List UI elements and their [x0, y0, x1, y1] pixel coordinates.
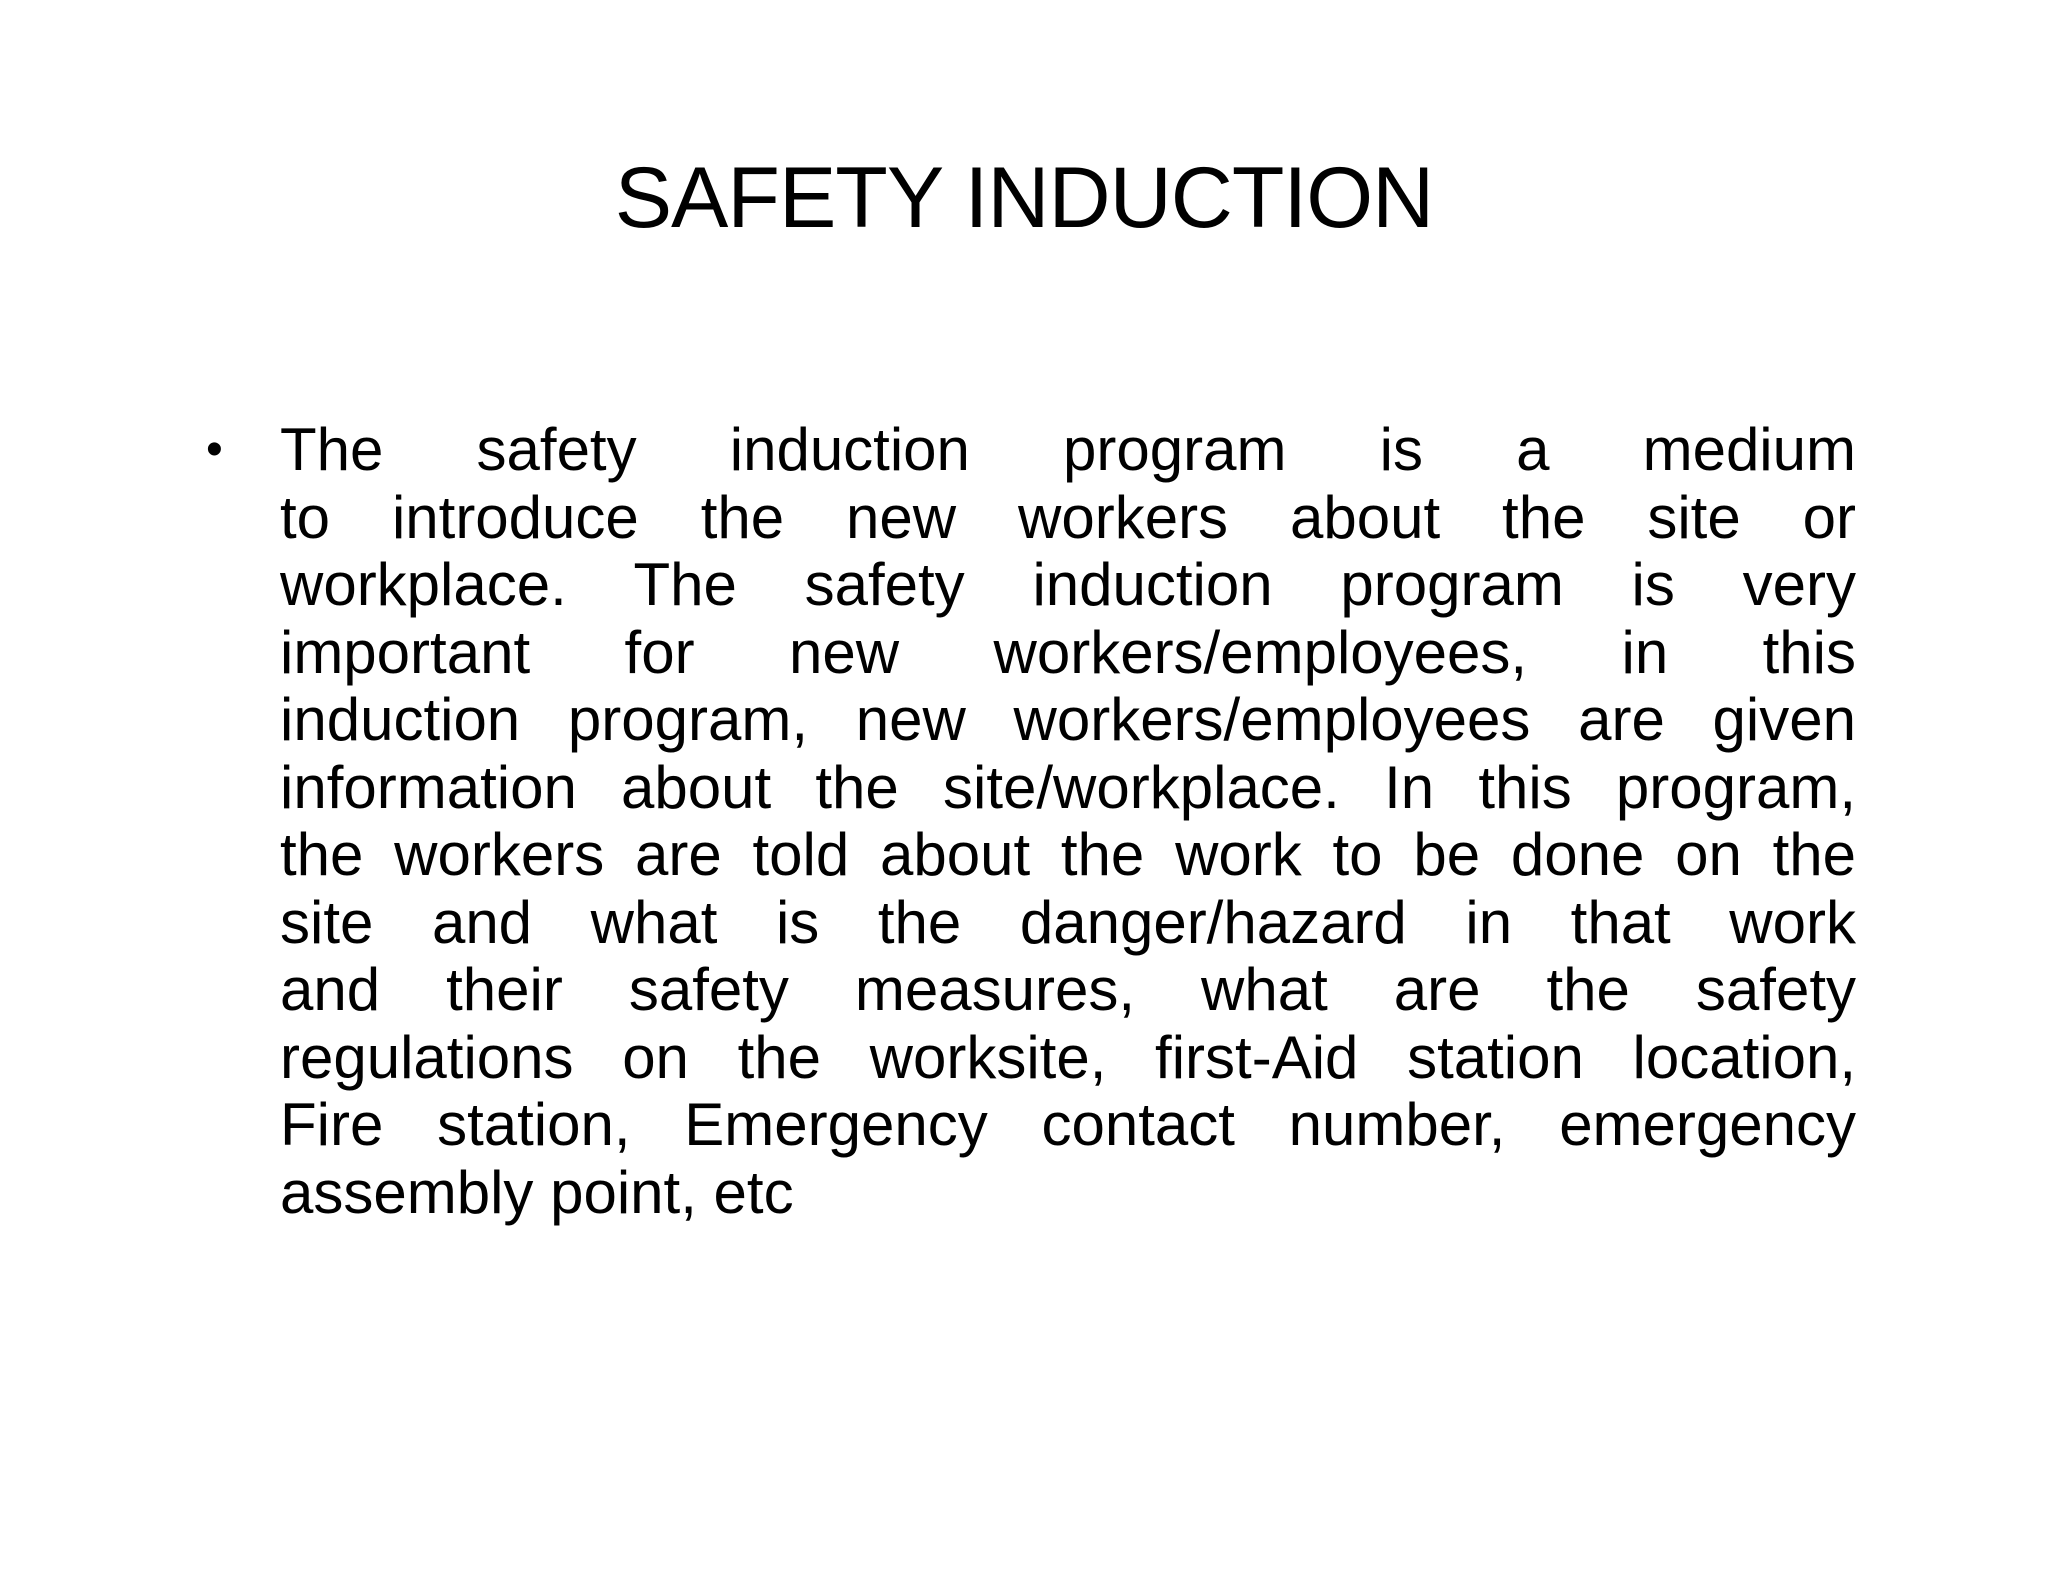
bullet-text-line: and their safety measures, what are the safety: [280, 956, 1856, 1023]
bullet-text-line: The safety induction program is a medium: [280, 416, 1856, 483]
bullet-text-line: assembly point, etc: [280, 1158, 794, 1226]
bullet-text-line: Fire station, Emergency contact number, emergency: [280, 1091, 1856, 1158]
bullet-text-line: to introduce the new workers about the site or: [280, 483, 1856, 551]
bullet-text-line: important for new workers/employees, in this: [280, 618, 1856, 686]
bullet-text-line: site and what is the danger/hazard in that work: [280, 888, 1856, 956]
bullet-text-line: induction program, new workers/employees are given: [280, 686, 1856, 753]
bullet-list: [206, 416, 1856, 1226]
bullet-text-line: workplace. The safety induction program is very: [280, 551, 1856, 618]
bullet-text-line: regulations on the worksite, first-Aid station location,: [280, 1023, 1856, 1091]
bullet-marker: •: [206, 423, 223, 476]
bullet-item: [206, 416, 1856, 1226]
slide-title: SAFETY INDUCTION: [614, 150, 1434, 246]
bullet-text-line: information about the site/workplace. In this program,: [280, 753, 1856, 821]
bullet-text-line: the workers are told about the work to be done on the: [280, 821, 1856, 888]
